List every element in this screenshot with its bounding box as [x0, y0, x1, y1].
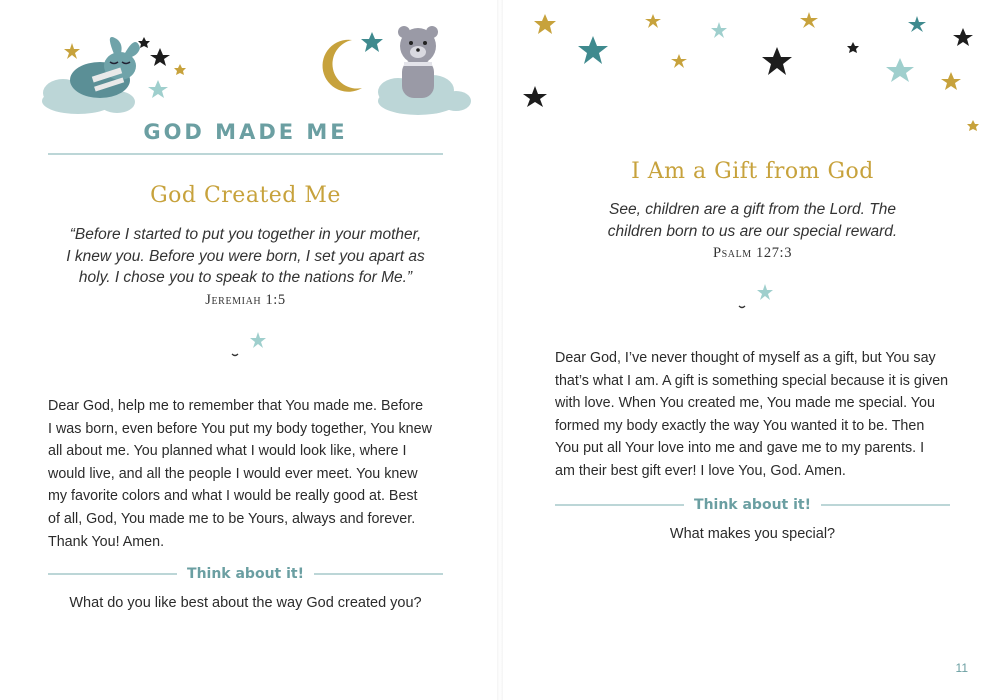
- verse-text: [555, 199, 950, 242]
- divider-line: [821, 504, 950, 506]
- star-icon: [762, 47, 792, 75]
- divider-line: [314, 573, 443, 575]
- star-field: [505, 0, 1000, 140]
- book-gutter: [497, 0, 503, 700]
- think-about-it-divider: [555, 497, 950, 513]
- star-icon: [523, 86, 547, 107]
- verse-text: [48, 224, 443, 289]
- reflection-question: What makes you special?: [669, 526, 836, 542]
- verse-line: I knew you. Before you were born, I set you apart as: [66, 247, 425, 265]
- bear-illustration: [398, 26, 438, 98]
- verse-line: holy. I chose you to speak to the nations for Me.”: [78, 269, 413, 286]
- verse-line: children born to us are our special reward.: [607, 222, 898, 240]
- moon-icon: [323, 40, 362, 92]
- star-icon: [800, 12, 818, 28]
- prayer-line: Dear God, help me to remember that You made me. Before: [48, 398, 424, 414]
- prayer-line: formed my body exactly the way You wanted it to be. Then: [555, 417, 925, 434]
- bunny-illustration: [70, 37, 140, 98]
- reflection-question: What do you like best about the way God created you?: [69, 595, 422, 611]
- think-about-it-divider: [48, 566, 443, 582]
- prayer-line: Thank You! Amen.: [48, 533, 165, 550]
- devotion-title: I Am a Gift from God: [631, 159, 874, 184]
- star-icon: [534, 14, 556, 34]
- star-icon: [953, 28, 973, 46]
- star-icon: [847, 42, 859, 53]
- right-page: [505, 0, 1000, 700]
- prayer-line: that’s what I am. A gift is something special because it is given: [555, 372, 949, 389]
- verse-reference: Psalm 127:3: [712, 245, 793, 261]
- think-about-it-label: Think about it!: [187, 566, 304, 582]
- star-icon: [967, 120, 979, 131]
- divider-line: [48, 573, 177, 575]
- verse-reference: Jeremiah 1:5: [205, 292, 286, 308]
- star-icon: [886, 58, 914, 82]
- divider-line: [555, 504, 684, 506]
- star-icon: [908, 16, 926, 32]
- moon-icon: [218, 326, 274, 382]
- prayer-line: Dear God, I’ve never thought of myself as a gift, but You say: [555, 350, 936, 366]
- left-page: [0, 0, 495, 700]
- star-icon: [671, 54, 687, 68]
- star-icon: [361, 32, 383, 52]
- think-about-it-label: Think about it!: [694, 497, 811, 513]
- prayer-line: all about me. You planned what I would look like, where I: [48, 443, 407, 460]
- page-number: 11: [955, 661, 968, 675]
- prayer-line: would live, and all the people I would ever meet. You knew: [48, 465, 418, 482]
- prayer-line: my favorite colors and what I would be really good at. Best: [48, 488, 418, 505]
- star-icon: [578, 36, 608, 64]
- star-icon: [941, 72, 961, 90]
- verse-line: “Before I started to put you together in your mother,: [69, 226, 422, 243]
- star-icon: [711, 22, 727, 38]
- devotion-title: God Created Me: [150, 183, 341, 208]
- prayer-line: I was born, even before You put my body together, You knew: [48, 420, 432, 437]
- header-illustration: [0, 0, 495, 125]
- prayer-text: [555, 347, 955, 483]
- star-icon: [645, 14, 661, 28]
- moon-icon: [725, 278, 781, 334]
- prayer-line: am their best gift ever! I love You, God. Amen.: [555, 462, 846, 479]
- verse-line: See, children are a gift from the Lord. The: [609, 201, 896, 218]
- chapter-heading: GOD MADE ME: [143, 120, 348, 144]
- chapter-divider: [48, 153, 443, 155]
- prayer-line: You put all Your love into me and gave me to my parents. I: [555, 440, 925, 457]
- prayer-line: with love. When You created me, You made me special. You: [555, 395, 935, 412]
- prayer-line: of all, God, You made me to be Yours, always and forever.: [48, 510, 416, 527]
- prayer-text: [48, 395, 448, 553]
